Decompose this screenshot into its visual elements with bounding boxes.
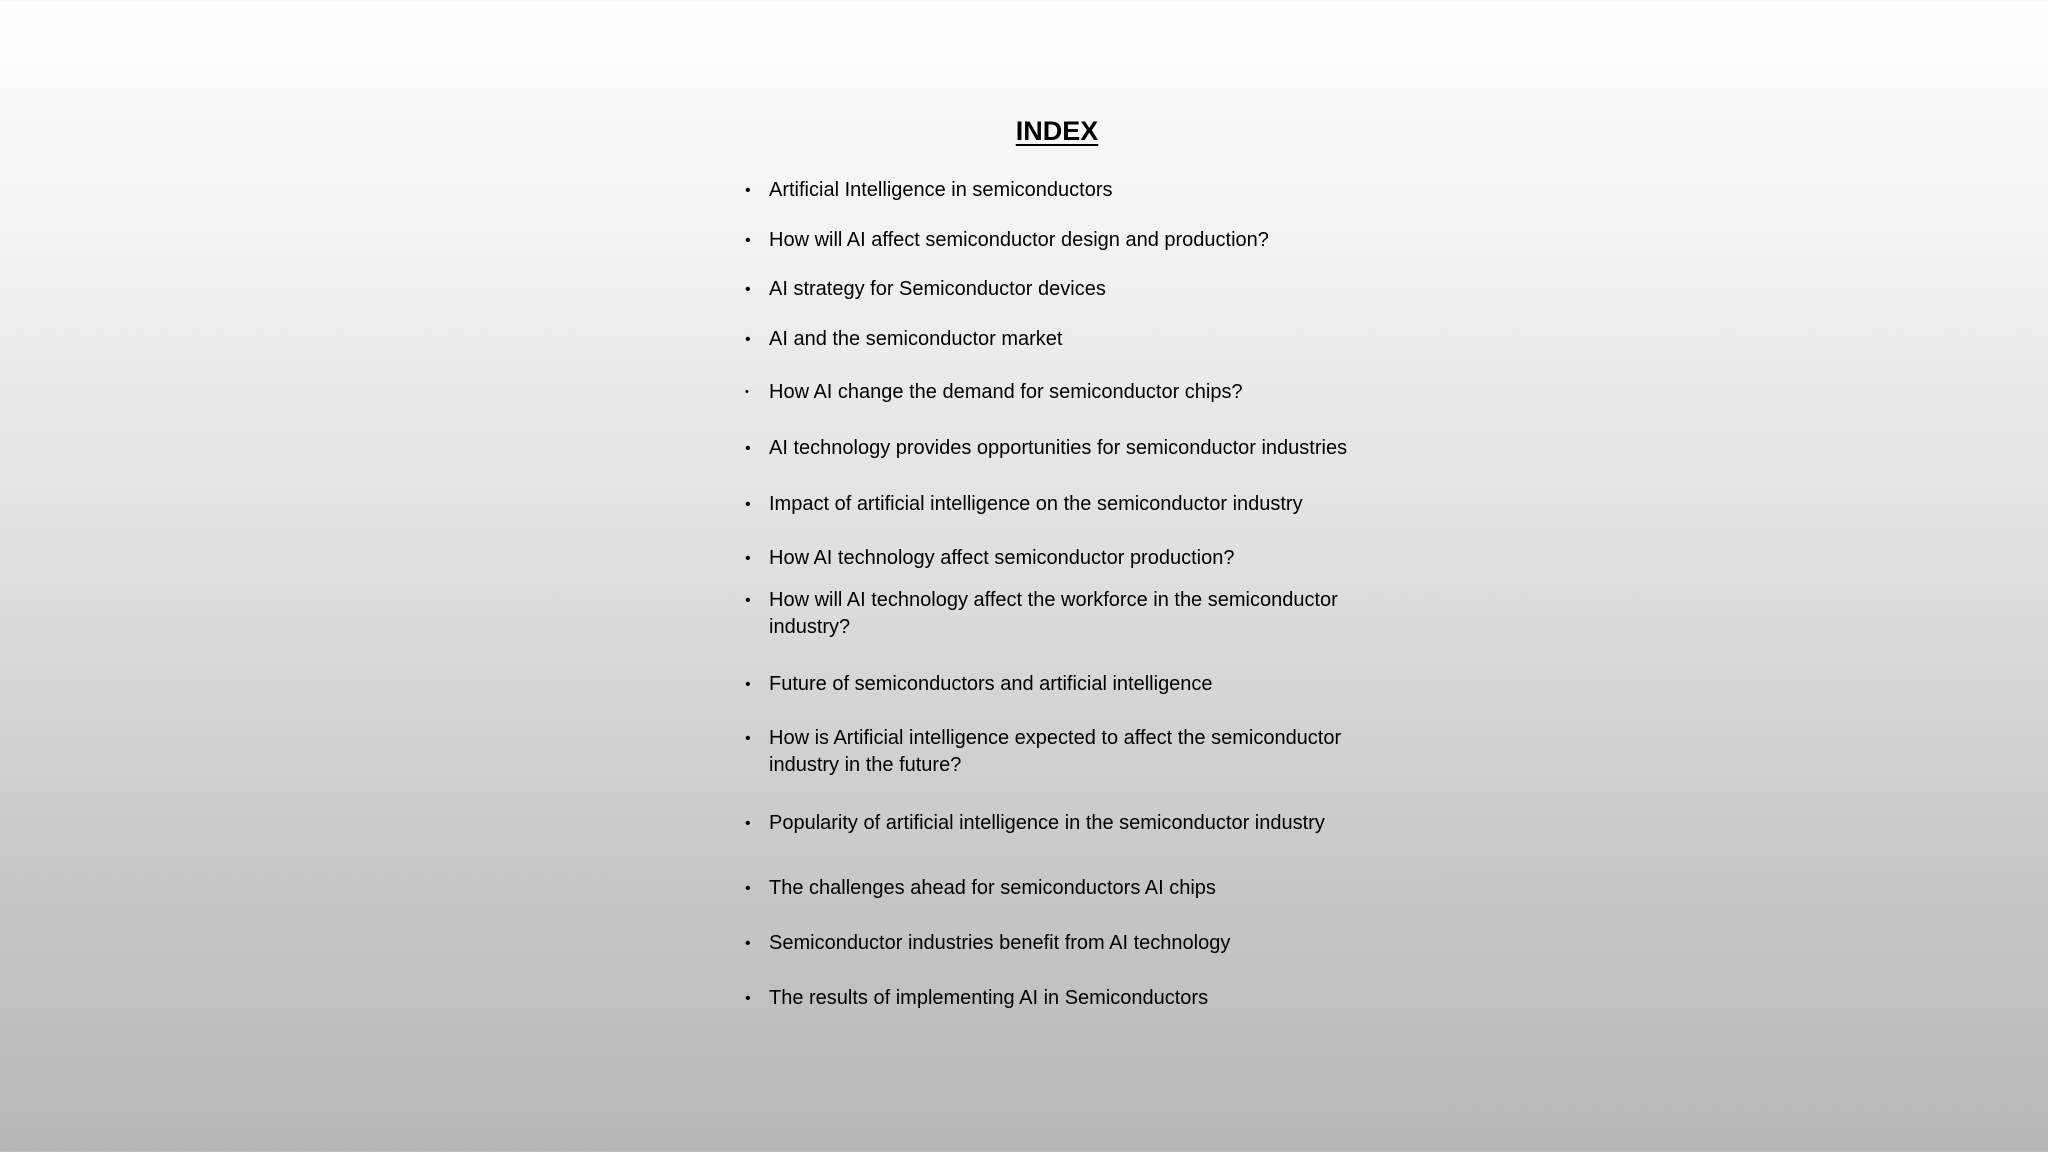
- bullet-icon: •: [745, 440, 751, 457]
- index-title: INDEX: [1015, 116, 1099, 146]
- index-item: [745, 725, 1365, 779]
- bullet-icon: •: [745, 232, 751, 249]
- index-item-text: How is Artificial intelligence expected to affect the semiconductor industry in the future?: [769, 727, 1342, 776]
- index-item-text: How will AI technology affect the workforce in the semiconductor industry?: [769, 589, 1338, 638]
- index-item-text: AI strategy for Semiconductor devices: [769, 278, 1106, 300]
- index-item: [745, 177, 1365, 204]
- index-item-text: AI and the semiconductor market: [769, 328, 1063, 350]
- index-item-text: Artificial Intelligence in semiconductors: [769, 179, 1113, 201]
- bullet-icon: •: [745, 550, 751, 567]
- index-item-text: Semiconductor industries benefit from AI technology: [769, 932, 1231, 954]
- bullet-icon: •: [745, 281, 751, 298]
- bullet-icon: •: [745, 331, 751, 348]
- index-item: [745, 810, 1365, 837]
- index-item: [745, 491, 1365, 518]
- index-item-text: Popularity of artificial intelligence in the semiconductor industry: [769, 812, 1325, 834]
- index-item-text: Future of semiconductors and artificial intelligence: [769, 673, 1213, 695]
- bullet-icon: •: [745, 880, 751, 897]
- bullet-icon: •: [745, 676, 751, 693]
- index-item: [745, 985, 1365, 1012]
- index-item-text: Impact of artificial intelligence on the semiconductor industry: [769, 493, 1303, 515]
- bullet-icon: •: [745, 935, 751, 952]
- index-item: [745, 930, 1365, 957]
- index-item-text: How AI technology affect semiconductor production?: [769, 547, 1235, 569]
- bullet-icon: •: [745, 592, 751, 609]
- index-item-text: The challenges ahead for semiconductors AI chips: [769, 877, 1216, 899]
- bullet-icon: •: [745, 815, 751, 832]
- index-item-text: AI technology provides opportunities for semiconductor industries: [769, 437, 1348, 459]
- bullet-icon: •: [745, 496, 751, 513]
- index-item-text: How will AI affect semiconductor design and production?: [769, 229, 1269, 251]
- index-item: [745, 276, 1365, 303]
- index-item-text: How AI change the demand for semiconductor chips?: [769, 381, 1243, 403]
- bullet-icon: •: [745, 386, 749, 398]
- index-item: [745, 227, 1365, 254]
- bullet-icon: •: [745, 990, 751, 1007]
- bullet-icon: •: [745, 730, 751, 747]
- index-item: [745, 587, 1365, 641]
- index-item: [745, 875, 1365, 902]
- index-item: [745, 545, 1365, 572]
- index-item: [745, 671, 1365, 698]
- index-item: [745, 326, 1365, 353]
- index-item-text: The results of implementing AI in Semiconductors: [769, 987, 1209, 1009]
- index-item: [745, 379, 1365, 406]
- index-item: [745, 435, 1365, 462]
- bullet-icon: •: [745, 182, 751, 199]
